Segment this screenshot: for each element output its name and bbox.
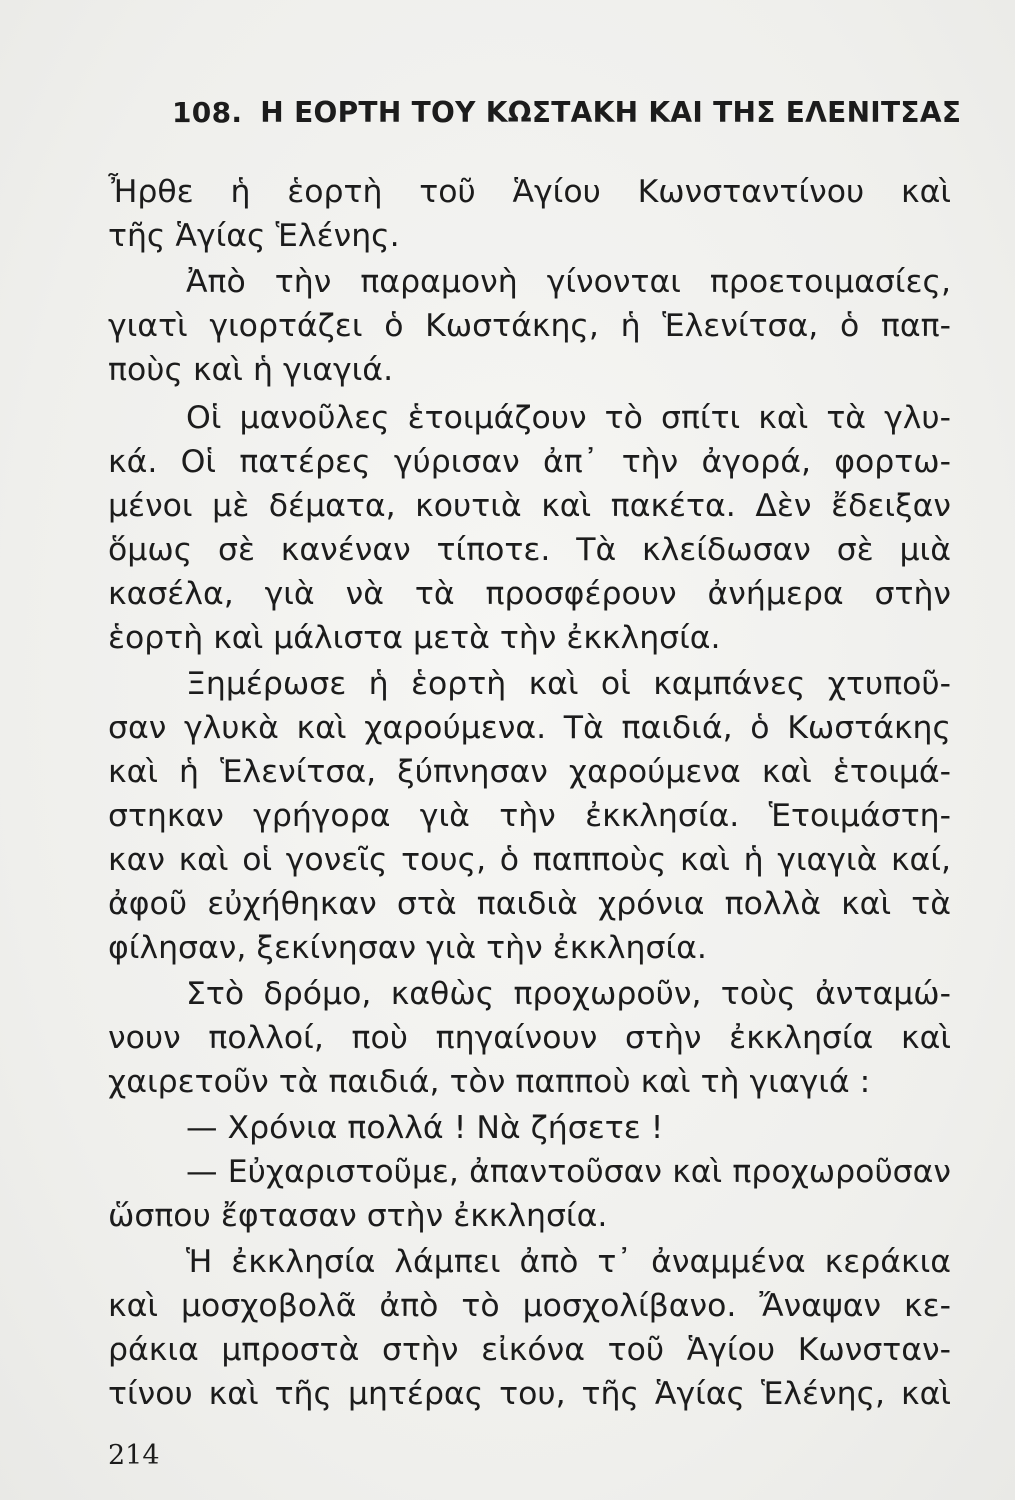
text-line: ράκια μπροστὰ στὴν εἰκόνα τοῦ Ἁγίου Κωνσταν- (108, 1332, 951, 1368)
text-line: Στὸ δρόμο, καθὼς προχωροῦν, τοὺς ἀνταμώ- (186, 976, 951, 1012)
text-line: ποὺς καὶ ἡ γιαγιά. (108, 352, 394, 388)
chapter-title (172, 96, 962, 129)
text-line: κασέλα, γιὰ νὰ τὰ προσφέρουν ἀνήμερα στὴν (108, 576, 951, 612)
text-line: ἑορτὴ καὶ μάλιστα μετὰ τὴν ἐκκλησία. (108, 620, 721, 656)
text-line: τῆς Ἁγίας Ἑλένης. (108, 218, 400, 254)
text-line: Ἀπὸ τὴν παραμονὴ γίνονται προετοιμασίες, (186, 264, 951, 300)
text-line: φίλησαν, ξεκίνησαν γιὰ τὴν ἐκκλησία. (108, 930, 707, 966)
chapter-number: 108. (172, 96, 243, 129)
text-line: κά. Οἱ πατέρες γύρισαν ἀπ᾿ τὴν ἀγορά, φορτω- (108, 444, 951, 480)
text-line: καν καὶ οἱ γονεῖς τους, ὁ παπποὺς καὶ ἡ γιαγιὰ καί, (108, 842, 951, 878)
text-line: γιατὶ γιορτάζει ὁ Κωστάκης, ἡ Ἑλενίτσα, ὁ παπ- (108, 308, 951, 344)
text-line: Οἱ μανοῦλες ἑτοιμάζουν τὸ σπίτι καὶ τὰ γλυ- (186, 400, 951, 436)
text-line: νουν πολλοί, ποὺ πηγαίνουν στὴν ἐκκλησία καὶ (108, 1020, 951, 1056)
text-line: τίνου καὶ τῆς μητέρας του, τῆς Ἁγίας Ἑλένης, καὶ (108, 1376, 951, 1412)
page-number: 214 (108, 1440, 160, 1471)
dialogue-line: — Εὐχαριστοῦμε, ἀπαντοῦσαν καὶ προχωροῦσαν (186, 1154, 951, 1190)
text-line: Ἡ ἐκκλησία λάμπει ἀπὸ τ᾿ ἀναμμένα κεράκια (186, 1244, 951, 1280)
text-line: μένοι μὲ δέματα, κουτιὰ καὶ πακέτα. Δὲν ἔδειξαν (108, 488, 951, 524)
text-line: χαιρετοῦν τὰ παιδιά, τὸν παπποὺ καὶ τὴ γιαγιά : (108, 1064, 871, 1100)
text-line: σαν γλυκὰ καὶ χαρούμενα. Τὰ παιδιά, ὁ Κωστάκης (108, 710, 951, 746)
text-line: ὅμως σὲ κανέναν τίποτε. Τὰ κλείδωσαν σὲ μιὰ (108, 532, 951, 568)
text-line: Ἦρθε ἡ ἑορτὴ τοῦ Ἁγίου Κωνσταντίνου καὶ (108, 174, 951, 210)
text-line: ἀφοῦ εὐχήθηκαν στὰ παιδιὰ χρόνια πολλὰ καὶ τὰ (108, 886, 951, 922)
text-line: καὶ μοσχοβολᾶ ἀπὸ τὸ μοσχολίβανο. Ἄναψαν κε- (108, 1288, 951, 1324)
text-line: Ξημέρωσε ἡ ἑορτὴ καὶ οἱ καμπάνες χτυποῦ- (186, 666, 951, 702)
text-line: ὥσπου ἔφτασαν στὴν ἐκκλησία. (108, 1198, 608, 1234)
text-line: καὶ ἡ Ἑλενίτσα, ξύπνησαν χαρούμενα καὶ ἑτοιμά- (108, 754, 951, 790)
chapter-title-text: Η ΕΟΡΤΗ ΤΟΥ ΚΩΣΤΑΚΗ ΚΑΙ ΤΗΣ ΕΛΕΝΙΤΣΑΣ (260, 96, 962, 129)
dialogue-line: — Χρόνια πολλά ! Νὰ ζήσετε ! (186, 1110, 664, 1146)
text-line: στηκαν γρήγορα γιὰ τὴν ἐκκλησία. Ἑτοιμάστη- (108, 798, 951, 834)
